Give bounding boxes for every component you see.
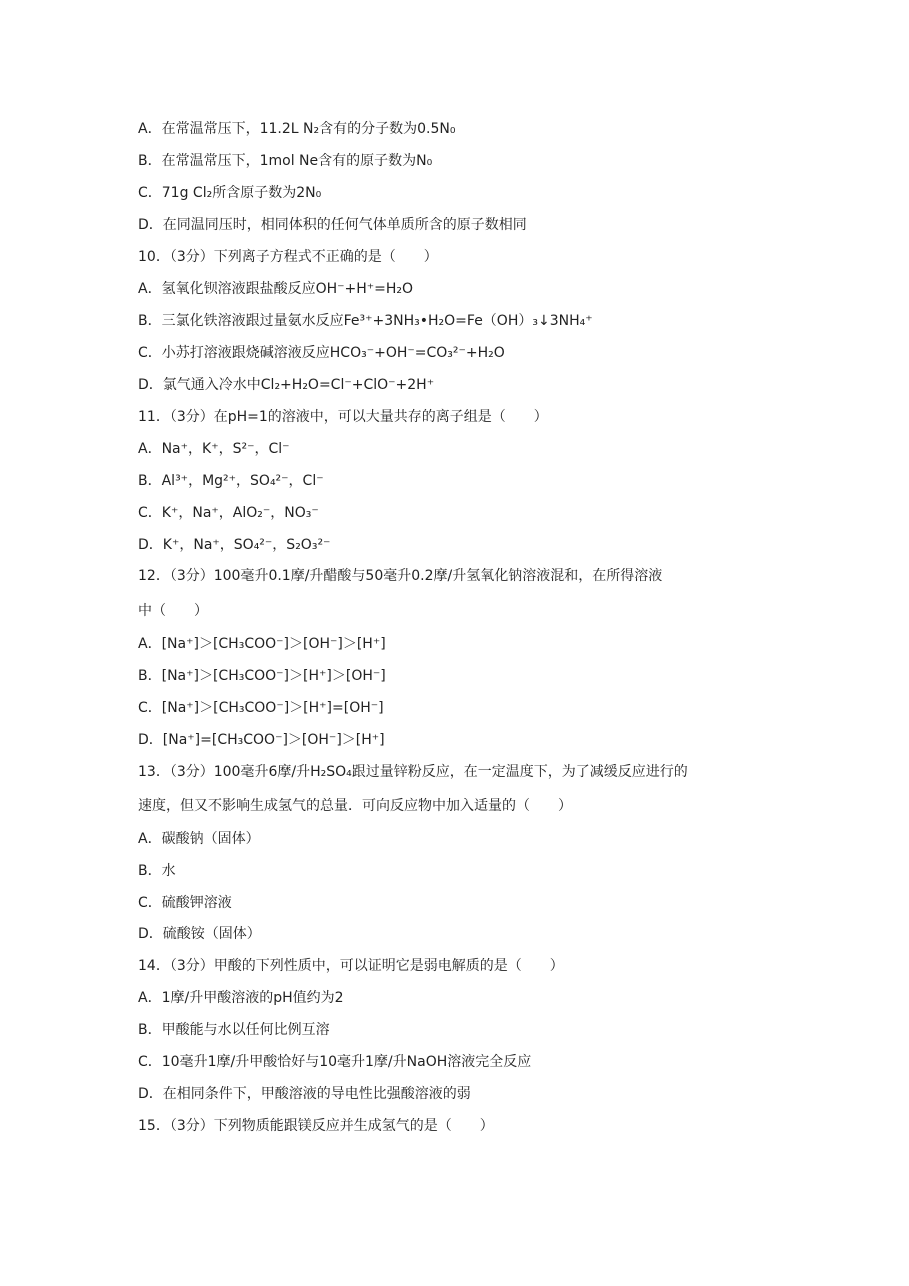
option-10d: D．氯气通入冷水中Cl₂+H₂O=Cl⁻+ClO⁻+2H⁺ — [138, 377, 435, 393]
question-11: 11．（3分）在pH=1的溶液中，可以大量共存的离子组是（ ） — [138, 409, 548, 425]
option-12a: A．[Na⁺]＞[CH₃COO⁻]＞[OH⁻]＞[H⁺] — [138, 636, 386, 652]
option-11d: D．K⁺，Na⁺，SO₄²⁻，S₂O₃²⁻ — [138, 537, 331, 553]
question-12: 12．（3分）100毫升0.1摩/升醋酸与50毫升0.2摩/升氢氧化钠溶液混和，在所得溶液 — [138, 568, 663, 584]
option-10b: B．三氯化铁溶液跟过量氨水反应Fe³⁺+3NH₃•H₂O=Fe（OH）₃↓3NH₄⁺ — [138, 313, 593, 329]
option-10a: A．氢氧化钡溶液跟盐酸反应OH⁻+H⁺=H₂O — [138, 281, 414, 297]
option-14b: B．甲酸能与水以任何比例互溶 — [138, 1022, 330, 1038]
option-12c: C．[Na⁺]＞[CH₃COO⁻]＞[H⁺]=[OH⁻] — [138, 700, 384, 716]
option-9b: B．在常温常压下，1mol Ne含有的原子数为N₀ — [138, 153, 433, 169]
option-13c: C．硫酸钾溶液 — [138, 895, 232, 911]
option-14c: C．10毫升1摩/升甲酸恰好与10毫升1摩/升NaOH溶液完全反应 — [138, 1054, 532, 1070]
option-13a: A．碳酸钠（固体） — [138, 831, 260, 847]
option-14a: A．1摩/升甲酸溶液的pH值约为2 — [138, 990, 344, 1006]
option-9c: C．71g Cl₂所含原子数为2N₀ — [138, 185, 322, 201]
question-15: 15．（3分）下列物质能跟镁反应并生成氢气的是（ ） — [138, 1118, 494, 1134]
question-13-cont: 速度，但又不影响生成氢气的总量．可向反应物中加入适量的（ ） — [138, 798, 572, 814]
option-9d: D．在同温同压时，相同体积的任何气体单质所含的原子数相同 — [138, 217, 527, 233]
option-14d: D．在相同条件下，甲酸溶液的导电性比强酸溶液的弱 — [138, 1086, 471, 1102]
option-13d: D．硫酸铵（固体） — [138, 926, 261, 942]
option-11a: A．Na⁺，K⁺，S²⁻，Cl⁻ — [138, 441, 290, 457]
question-14: 14．（3分）甲酸的下列性质中，可以证明它是弱电解质的是（ ） — [138, 958, 564, 974]
option-12d: D．[Na⁺]=[CH₃COO⁻]＞[OH⁻]＞[H⁺] — [138, 732, 385, 748]
question-13: 13．（3分）100毫升6摩/升H₂SO₄跟过量锌粉反应，在一定温度下，为了减缓反应进行的 — [138, 764, 688, 780]
option-11c: C．K⁺，Na⁺，AlO₂⁻，NO₃⁻ — [138, 505, 319, 521]
question-10: 10．（3分）下列离子方程式不正确的是（ ） — [138, 249, 438, 265]
option-10c: C．小苏打溶液跟烧碱溶液反应HCO₃⁻+OH⁻=CO₃²⁻+H₂O — [138, 345, 505, 361]
question-12-cont: 中（ ） — [138, 603, 208, 619]
option-12b: B．[Na⁺]＞[CH₃COO⁻]＞[H⁺]＞[OH⁻] — [138, 668, 386, 684]
option-11b: B．Al³⁺，Mg²⁺，SO₄²⁻，Cl⁻ — [138, 473, 324, 489]
option-9a: A．在常温常压下，11.2L N₂含有的分子数为0.5N₀ — [138, 121, 456, 137]
option-13b: B．水 — [138, 863, 176, 879]
